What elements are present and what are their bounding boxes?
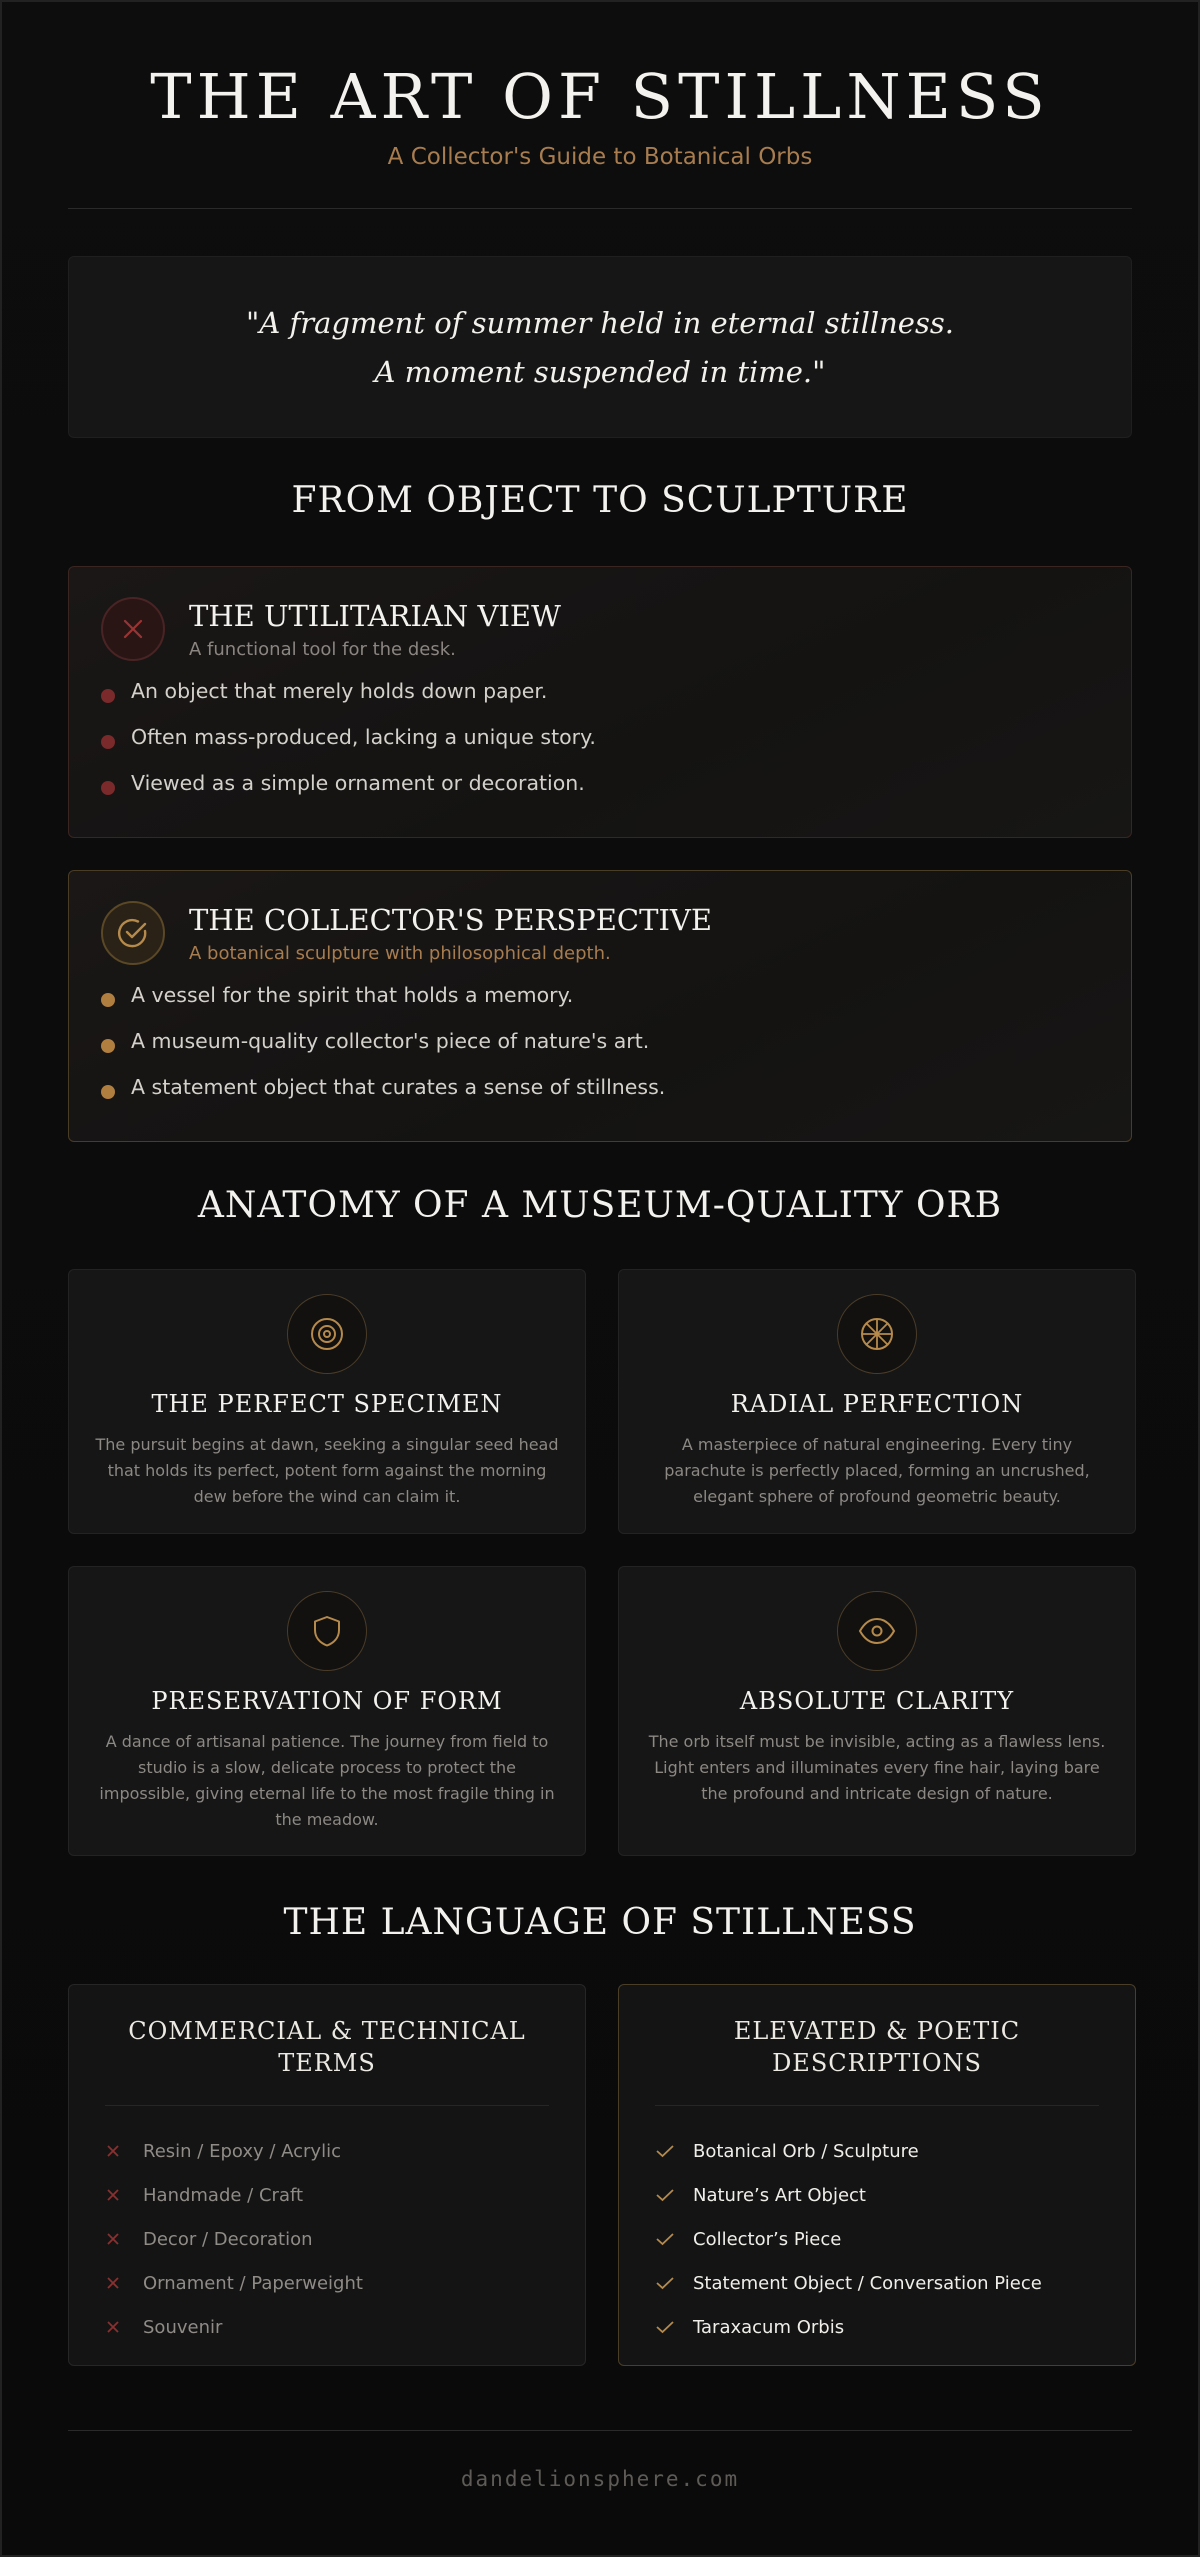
concentric-circles-icon <box>287 1294 367 1374</box>
list-item: A statement object that curates a sense of stillness. <box>101 1073 665 1119</box>
anatomy-title: RADIAL PERFECTION <box>730 1390 1024 1418</box>
anatomy-card-clarity <box>618 1566 1136 1856</box>
term-label: Souvenir <box>143 2316 223 2338</box>
term-label: Taraxacum Orbis <box>693 2316 845 2338</box>
list-item <box>655 2217 1042 2261</box>
quote-line-2: A moment suspended in time." <box>374 355 826 389</box>
poetic-terms-list <box>655 2129 1042 2349</box>
commercial-terms-card <box>68 1984 586 2366</box>
list-item <box>655 2173 1042 2217</box>
collector-list <box>101 981 665 1119</box>
divider <box>68 208 1132 209</box>
page-title: THE ART OF STILLNESS <box>150 60 1050 133</box>
term-label: Resin / Epoxy / Acrylic <box>143 2140 341 2162</box>
list-item <box>105 2305 363 2349</box>
commercial-terms-title: COMMERCIAL & TECHNICAL TERMS <box>128 2017 526 2077</box>
term-label: Ornament / Paperweight <box>143 2272 363 2294</box>
list-item <box>105 2217 363 2261</box>
x-icon <box>105 2231 143 2247</box>
poetic-terms-title: ELEVATED & POETIC DESCRIPTIONS <box>733 2017 1021 2077</box>
poetic-terms-card <box>618 1984 1136 2366</box>
anatomy-description: The pursuit begins at dawn, seeking a singular seed head that holds its perfect, potent form against the morning dew before the wind can claim it. <box>95 1435 559 1506</box>
radial-wheel-icon <box>837 1294 917 1374</box>
check-circle-icon <box>101 901 165 965</box>
collector-title: THE COLLECTOR'S PERSPECTIVE <box>189 903 713 937</box>
anatomy-title: THE PERFECT SPECIMEN <box>151 1390 503 1418</box>
list-item <box>655 2129 1042 2173</box>
utilitarian-list <box>101 677 596 815</box>
anatomy-card-radial <box>618 1269 1136 1534</box>
collector-subtitle: A botanical sculpture with philosophical depth. <box>189 943 611 964</box>
anatomy-description: The orb itself must be invisible, acting as a flawless lens. Light enters and illuminates every fine hair, laying bare the profound and intricate design of nature. <box>648 1732 1106 1803</box>
utilitarian-subtitle: A functional tool for the desk. <box>189 639 456 660</box>
x-icon <box>105 2143 143 2159</box>
anatomy-description: A masterpiece of natural engineering. Every tiny parachute is perfectly placed, forming an uncrushed, elegant sphere of profound geometric beauty. <box>664 1435 1090 1506</box>
anatomy-title: PRESERVATION OF FORM <box>151 1687 503 1715</box>
footer-site-link[interactable]: dandelionsphere.com <box>460 2467 740 2491</box>
list-item: A museum-quality collector's piece of nature's art. <box>101 1027 665 1073</box>
shield-icon <box>287 1591 367 1671</box>
list-item <box>105 2129 363 2173</box>
list-item: Viewed as a simple ornament or decoration. <box>101 769 596 815</box>
section-title-anatomy: ANATOMY OF A MUSEUM-QUALITY ORB <box>197 1185 1003 1226</box>
list-item: Often mass-produced, lacking a unique story. <box>101 723 596 769</box>
list-item <box>105 2173 363 2217</box>
utilitarian-card <box>68 566 1132 838</box>
page-subtitle: A Collector's Guide to Botanical Orbs <box>387 144 813 170</box>
check-icon <box>655 2143 693 2159</box>
list-item <box>655 2261 1042 2305</box>
eye-icon <box>837 1591 917 1671</box>
quote-box <box>68 256 1132 438</box>
anatomy-description: A dance of artisanal patience. The journey from field to studio is a slow, delicate process to protect the impossible, giving eternal life to the most fragile thing in the meadow. <box>99 1732 555 1829</box>
check-icon <box>655 2187 693 2203</box>
term-label: Handmade / Craft <box>143 2184 304 2206</box>
list-item: A vessel for the spirit that holds a memory. <box>101 981 665 1027</box>
section-title-language: THE LANGUAGE OF STILLNESS <box>283 1902 917 1943</box>
term-label: Statement Object / Conversation Piece <box>693 2272 1042 2294</box>
quote-line-1: "A fragment of summer held in eternal stillness. <box>246 306 954 340</box>
section-title-object-to-sculpture: FROM OBJECT TO SCULPTURE <box>291 480 909 521</box>
list-item <box>105 2261 363 2305</box>
anatomy-title: ABSOLUTE CLARITY <box>739 1687 1015 1715</box>
divider <box>655 2105 1099 2106</box>
anatomy-card-specimen <box>68 1269 586 1534</box>
list-item <box>655 2305 1042 2349</box>
x-icon <box>105 2319 143 2335</box>
x-icon <box>105 2187 143 2203</box>
check-icon <box>655 2275 693 2291</box>
divider <box>105 2105 549 2106</box>
utilitarian-title: THE UTILITARIAN VIEW <box>189 599 561 633</box>
term-label: Nature’s Art Object <box>693 2184 866 2206</box>
commercial-terms-list <box>105 2129 363 2349</box>
collector-card <box>68 870 1132 1142</box>
check-icon <box>655 2319 693 2335</box>
anatomy-card-preservation <box>68 1566 586 1856</box>
term-label: Collector’s Piece <box>693 2228 842 2250</box>
list-item: An object that merely holds down paper. <box>101 677 596 723</box>
term-label: Decor / Decoration <box>143 2228 313 2250</box>
check-icon <box>655 2231 693 2247</box>
divider <box>68 2430 1132 2431</box>
term-label: Botanical Orb / Sculpture <box>693 2140 919 2162</box>
x-icon <box>105 2275 143 2291</box>
x-icon <box>101 597 165 661</box>
